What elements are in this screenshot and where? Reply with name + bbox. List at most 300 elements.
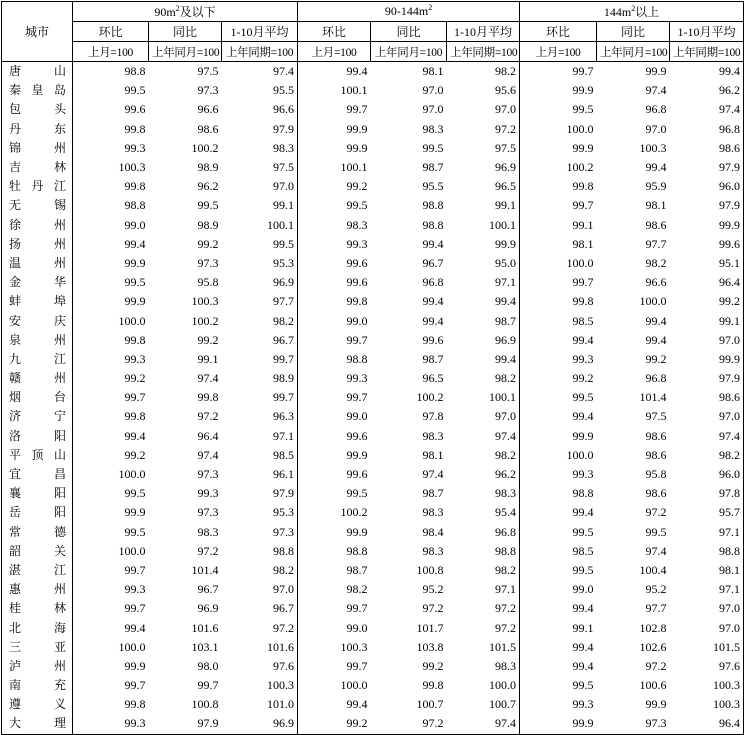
- value-cell: 99.8: [197, 390, 219, 405]
- value-cell: 97.5: [197, 64, 219, 79]
- value-cell: 99.9: [298, 120, 371, 139]
- value-cell: 99.8: [520, 177, 597, 196]
- value-cell: 100.3: [670, 676, 744, 695]
- value-cell: 99.4: [73, 235, 149, 254]
- value-cell: 99.3: [73, 350, 149, 369]
- value-cell: 99.4: [298, 695, 371, 714]
- superscript-exponent: 2: [631, 4, 636, 13]
- value-cell: 99.5: [298, 484, 371, 503]
- value-cell: 98.2: [495, 562, 517, 577]
- value-cell: 97.4: [670, 100, 744, 119]
- table-row: [2, 388, 744, 407]
- value-cell: 100.0: [73, 465, 149, 484]
- value-cell: 98.8: [298, 350, 371, 369]
- value-cell: 101.5: [489, 639, 517, 654]
- value-cell: 96.0: [670, 177, 744, 196]
- value-cell: 98.7: [422, 160, 444, 175]
- value-cell: 99.7: [520, 273, 597, 292]
- value-cell: 99.4: [520, 331, 597, 350]
- value-cell: 99.5: [645, 524, 667, 539]
- value-cell: 97.2: [197, 409, 219, 424]
- value-cell: 99.5: [273, 236, 295, 251]
- value-cell: 96.8: [422, 275, 444, 290]
- value-cell: 100.2: [520, 158, 597, 177]
- value-cell: 97.3: [197, 83, 219, 98]
- value-cell: 99.5: [298, 196, 371, 215]
- city-cell: 常德: [2, 523, 73, 542]
- value-cell: 99.8: [73, 695, 149, 714]
- value-cell: 97.4: [273, 64, 295, 79]
- value-cell: 96.9: [197, 601, 219, 616]
- value-cell: 98.2: [495, 447, 517, 462]
- city-cell: 秦皇岛: [2, 81, 73, 100]
- value-cell: 96.5: [422, 371, 444, 386]
- value-cell: 99.5: [422, 140, 444, 155]
- value-cell: 101.5: [670, 638, 744, 657]
- value-cell: 99.9: [298, 446, 371, 465]
- value-cell: 99.4: [73, 618, 149, 637]
- price-index-table: [1, 1, 744, 735]
- value-cell: 99.9: [645, 64, 667, 79]
- value-cell: 98.9: [197, 160, 219, 175]
- value-cell: 103.1: [191, 639, 219, 654]
- value-cell: 99.5: [73, 484, 149, 503]
- value-cell: 96.4: [670, 273, 744, 292]
- value-cell: 100.0: [73, 542, 149, 561]
- value-cell: 98.3: [495, 486, 517, 501]
- value-cell: 99.7: [73, 561, 149, 580]
- value-cell: 99.4: [670, 62, 744, 82]
- value-cell: 99.7: [298, 388, 371, 407]
- value-cell: 96.3: [273, 409, 295, 424]
- value-cell: 99.8: [73, 407, 149, 426]
- value-cell: 100.1: [489, 390, 517, 405]
- value-cell: 101.7: [416, 620, 444, 635]
- value-cell: 99.2: [298, 177, 371, 196]
- value-cell: 97.8: [422, 409, 444, 424]
- city-cell: 锦州: [2, 139, 73, 158]
- value-cell: 96.9: [273, 275, 295, 290]
- value-cell: 98.1: [520, 235, 597, 254]
- value-cell: 100.2: [416, 390, 444, 405]
- value-cell: 95.3: [273, 505, 295, 520]
- city-cell: 无锡: [2, 196, 73, 215]
- value-cell: 100.8: [191, 697, 219, 712]
- city-cell: 赣州: [2, 369, 73, 388]
- value-cell: 100.0: [298, 676, 371, 695]
- value-cell: 99.6: [298, 427, 371, 446]
- value-cell: 98.8: [298, 542, 371, 561]
- value-cell: 97.2: [645, 505, 667, 520]
- value-cell: 100.2: [191, 140, 219, 155]
- value-cell: 98.2: [645, 255, 667, 270]
- value-cell: 100.3: [191, 294, 219, 309]
- value-cell: 95.1: [670, 254, 744, 273]
- city-cell: 桂林: [2, 599, 73, 618]
- value-cell: 97.9: [670, 158, 744, 177]
- value-cell: 99.0: [298, 311, 371, 330]
- value-cell: 97.0: [670, 618, 744, 637]
- value-cell: 99.7: [298, 657, 371, 676]
- value-cell: 99.9: [520, 139, 597, 158]
- value-cell: 97.3: [273, 524, 295, 539]
- value-cell: 100.3: [639, 140, 667, 155]
- value-cell: 95.0: [495, 255, 517, 270]
- value-cell: 99.7: [520, 196, 597, 215]
- table-row: [2, 580, 744, 599]
- value-cell: 97.3: [197, 505, 219, 520]
- value-cell: 95.8: [645, 467, 667, 482]
- value-cell: 97.5: [273, 160, 295, 175]
- value-cell: 97.5: [495, 140, 517, 155]
- table-row: [2, 292, 744, 311]
- value-cell: 98.1: [422, 447, 444, 462]
- group-header-text: 90m: [154, 5, 176, 19]
- value-cell: 99.7: [73, 676, 149, 695]
- value-cell: 99.2: [422, 658, 444, 673]
- table-row: [2, 139, 744, 158]
- value-cell: 102.8: [639, 620, 667, 635]
- city-cell: 泸州: [2, 657, 73, 676]
- value-cell: 100.0: [639, 294, 667, 309]
- city-cell: 惠州: [2, 580, 73, 599]
- group-header-90-and-below: [73, 2, 298, 22]
- table-row: [2, 273, 744, 292]
- value-cell: 100.3: [267, 678, 295, 693]
- value-cell: 99.3: [298, 235, 371, 254]
- table-row: [2, 465, 744, 484]
- value-cell: 97.8: [670, 484, 744, 503]
- value-cell: 97.4: [645, 83, 667, 98]
- value-cell: 98.6: [670, 139, 744, 158]
- value-cell: 97.2: [422, 601, 444, 616]
- table-row: [2, 254, 744, 273]
- value-cell: 100.0: [520, 120, 597, 139]
- value-cell: 97.9: [670, 369, 744, 388]
- value-cell: 95.2: [422, 582, 444, 597]
- value-cell: 98.6: [197, 121, 219, 136]
- value-cell: 99.2: [73, 369, 149, 388]
- value-cell: 98.7: [495, 313, 517, 328]
- value-cell: 100.1: [267, 217, 295, 232]
- value-cell: 99.6: [298, 254, 371, 273]
- value-cell: 97.3: [197, 255, 219, 270]
- city-cell: 北海: [2, 618, 73, 637]
- value-cell: 99.3: [197, 486, 219, 501]
- value-cell: 98.2: [670, 446, 744, 465]
- superscript-exponent: 2: [175, 4, 180, 13]
- value-cell: 96.9: [495, 160, 517, 175]
- value-cell: 99.8: [73, 331, 149, 350]
- value-cell: 97.2: [197, 543, 219, 558]
- value-cell: 99.4: [645, 160, 667, 175]
- value-cell: 98.8: [422, 198, 444, 213]
- table-row: [2, 235, 744, 254]
- value-cell: 97.1: [670, 523, 744, 542]
- value-cell: 99.2: [520, 369, 597, 388]
- city-cell: 包头: [2, 100, 73, 119]
- value-cell: 99.0: [298, 618, 371, 637]
- value-cell: 99.9: [298, 139, 371, 158]
- city-cell: 唐山: [2, 62, 73, 82]
- value-cell: 97.3: [597, 714, 670, 734]
- value-cell: 97.4: [197, 447, 219, 462]
- value-cell: 98.8: [495, 543, 517, 558]
- value-cell: 99.6: [298, 465, 371, 484]
- table-row: [2, 676, 744, 695]
- group-header-text: 144m: [603, 5, 632, 19]
- base-label-ytd-average: 上年同期=100: [447, 42, 520, 62]
- value-cell: 97.7: [645, 236, 667, 251]
- value-cell: 98.2: [495, 371, 517, 386]
- value-cell: 99.2: [73, 446, 149, 465]
- value-cell: 101.4: [639, 390, 667, 405]
- value-cell: 96.6: [645, 275, 667, 290]
- group-header-90-144: [298, 2, 520, 22]
- value-cell: 97.1: [273, 428, 295, 443]
- value-cell: 100.1: [298, 81, 371, 100]
- value-cell: 97.4: [197, 371, 219, 386]
- value-cell: 97.6: [670, 657, 744, 676]
- value-cell: 99.9: [298, 523, 371, 542]
- value-cell: 98.0: [197, 658, 219, 673]
- value-cell: 99.6: [298, 273, 371, 292]
- value-cell: 99.5: [197, 198, 219, 213]
- value-cell: 100.0: [73, 638, 149, 657]
- value-cell: 100.0: [489, 678, 517, 693]
- value-cell: 96.7: [422, 255, 444, 270]
- value-cell: 97.1: [670, 580, 744, 599]
- value-cell: 99.5: [73, 523, 149, 542]
- value-cell: 97.1: [495, 275, 517, 290]
- value-cell: 99.2: [197, 332, 219, 347]
- table-row: [2, 484, 744, 503]
- value-cell: 96.2: [495, 467, 517, 482]
- value-cell: 99.9: [73, 292, 149, 311]
- value-cell: 95.8: [197, 275, 219, 290]
- city-column-header: 城市: [2, 2, 73, 62]
- value-cell: 98.2: [495, 64, 517, 79]
- value-cell: 97.0: [422, 102, 444, 117]
- value-cell: 98.8: [273, 543, 295, 558]
- value-cell: 98.6: [645, 217, 667, 232]
- value-cell: 97.0: [670, 599, 744, 618]
- value-cell: 99.5: [520, 523, 597, 542]
- value-cell: 96.8: [645, 102, 667, 117]
- table-row: [2, 100, 744, 119]
- value-cell: 98.3: [422, 428, 444, 443]
- value-cell: 96.7: [273, 601, 295, 616]
- value-cell: 99.4: [422, 294, 444, 309]
- value-cell: 99.5: [520, 561, 597, 580]
- value-cell: 97.6: [273, 658, 295, 673]
- value-cell: 99.1: [197, 351, 219, 366]
- city-cell: 宜昌: [2, 465, 73, 484]
- table-row: [2, 120, 744, 139]
- group-header-suffix: 及以下: [179, 5, 216, 19]
- value-cell: 99.7: [273, 390, 295, 405]
- table-header: [2, 2, 744, 62]
- city-cell: 平顶山: [2, 446, 73, 465]
- value-cell: 97.2: [495, 601, 517, 616]
- subheader-month-on-month: 环比: [73, 22, 149, 42]
- value-cell: 99.1: [495, 198, 517, 213]
- value-cell: 99.8: [73, 177, 149, 196]
- value-cell: 99.1: [520, 216, 597, 235]
- city-cell: 扬州: [2, 235, 73, 254]
- value-cell: 99.8: [298, 292, 371, 311]
- value-cell: 98.1: [645, 198, 667, 213]
- value-cell: 99.4: [520, 657, 597, 676]
- value-cell: 97.4: [670, 427, 744, 446]
- value-cell: 99.9: [670, 216, 744, 235]
- value-cell: 97.7: [645, 601, 667, 616]
- value-cell: 99.7: [73, 388, 149, 407]
- value-cell: 99.3: [520, 350, 597, 369]
- table-row: [2, 158, 744, 177]
- value-cell: 99.9: [73, 657, 149, 676]
- value-cell: 99.2: [197, 236, 219, 251]
- value-cell: 103.8: [416, 639, 444, 654]
- value-cell: 99.1: [273, 198, 295, 213]
- value-cell: 99.7: [73, 599, 149, 618]
- value-cell: 98.3: [422, 121, 444, 136]
- city-cell: 洛阳: [2, 427, 73, 446]
- value-cell: 97.4: [447, 714, 520, 734]
- value-cell: 97.0: [670, 331, 744, 350]
- base-label-ytd-average: 上年同期=100: [222, 42, 298, 62]
- superscript-exponent: 2: [428, 3, 433, 12]
- value-cell: 95.3: [273, 255, 295, 270]
- value-cell: 99.9: [73, 254, 149, 273]
- value-cell: 100.7: [489, 697, 517, 712]
- value-cell: 99.7: [298, 331, 371, 350]
- table-row: [2, 62, 744, 82]
- city-cell: 济宁: [2, 407, 73, 426]
- value-cell: 99.4: [645, 313, 667, 328]
- city-cell: 徐州: [2, 216, 73, 235]
- table-row: [2, 695, 744, 714]
- base-label-month-on-month: 上月=100: [520, 42, 597, 62]
- value-cell: 101.0: [267, 697, 295, 712]
- value-cell: 96.7: [273, 332, 295, 347]
- value-cell: 99.2: [298, 714, 371, 734]
- value-cell: 96.9: [222, 714, 298, 734]
- value-cell: 97.9: [273, 486, 295, 501]
- table-row: [2, 503, 744, 522]
- city-cell: 烟台: [2, 388, 73, 407]
- value-cell: 97.0: [495, 409, 517, 424]
- value-cell: 97.2: [495, 620, 517, 635]
- value-cell: 99.0: [520, 580, 597, 599]
- table-row: [2, 350, 744, 369]
- value-cell: 98.6: [645, 486, 667, 501]
- city-cell: 蚌埠: [2, 292, 73, 311]
- value-cell: 98.3: [495, 658, 517, 673]
- value-cell: 97.0: [273, 179, 295, 194]
- value-cell: 99.5: [73, 81, 149, 100]
- value-cell: 98.3: [298, 216, 371, 235]
- base-label-month-on-month: 上月=100: [73, 42, 149, 62]
- value-cell: 102.6: [639, 639, 667, 654]
- value-cell: 99.6: [670, 235, 744, 254]
- city-cell: 遵义: [2, 695, 73, 714]
- subheader-year-on-year: 同比: [371, 22, 447, 42]
- value-cell: 99.8: [520, 292, 597, 311]
- city-cell: 湛江: [2, 561, 73, 580]
- table-row: [2, 523, 744, 542]
- value-cell: 95.9: [645, 179, 667, 194]
- value-cell: 98.2: [273, 313, 295, 328]
- value-cell: 99.7: [520, 62, 597, 82]
- table-row: [2, 196, 744, 215]
- value-cell: 99.1: [520, 618, 597, 637]
- value-cell: 97.0: [422, 83, 444, 98]
- value-cell: 100.4: [639, 562, 667, 577]
- value-cell: 99.5: [520, 676, 597, 695]
- value-cell: 97.4: [495, 428, 517, 443]
- subheader-year-on-year: 同比: [597, 22, 670, 42]
- value-cell: 98.8: [670, 542, 744, 561]
- city-cell: 三亚: [2, 638, 73, 657]
- value-cell: 99.6: [422, 332, 444, 347]
- table-row: [2, 311, 744, 330]
- table-row: [2, 407, 744, 426]
- value-cell: 100.3: [298, 638, 371, 657]
- value-cell: 98.5: [520, 311, 597, 330]
- value-cell: 99.4: [73, 427, 149, 446]
- value-cell: 100.2: [191, 313, 219, 328]
- city-cell: 韶关: [2, 542, 73, 561]
- value-cell: 99.9: [495, 236, 517, 251]
- value-cell: 98.8: [73, 196, 149, 215]
- table-row: [2, 446, 744, 465]
- value-cell: 99.4: [520, 407, 597, 426]
- value-cell: 98.7: [298, 561, 371, 580]
- value-cell: 100.1: [489, 217, 517, 232]
- table-body: [2, 62, 744, 735]
- value-cell: 101.4: [191, 562, 219, 577]
- value-cell: 99.4: [495, 351, 517, 366]
- value-cell: 96.5: [495, 179, 517, 194]
- value-cell: 99.9: [645, 697, 667, 712]
- value-cell: 98.1: [670, 561, 744, 580]
- value-cell: 97.7: [273, 294, 295, 309]
- value-cell: 98.5: [273, 447, 295, 462]
- value-cell: 97.3: [197, 467, 219, 482]
- value-cell: 99.4: [645, 332, 667, 347]
- value-cell: 99.8: [73, 120, 149, 139]
- value-cell: 96.2: [670, 81, 744, 100]
- value-cell: 96.6: [197, 102, 219, 117]
- value-cell: 99.3: [298, 369, 371, 388]
- value-cell: 98.3: [422, 505, 444, 520]
- value-cell: 100.0: [73, 311, 149, 330]
- subheader-month-on-month: 环比: [298, 22, 371, 42]
- city-cell: 牡丹江: [2, 177, 73, 196]
- base-label-year-on-year: 上年同月=100: [149, 42, 222, 62]
- value-cell: 96.6: [273, 102, 295, 117]
- city-cell: 岳阳: [2, 503, 73, 522]
- value-cell: 99.2: [670, 292, 744, 311]
- value-cell: 97.2: [645, 658, 667, 673]
- value-cell: 98.7: [422, 351, 444, 366]
- value-cell: 98.9: [273, 371, 295, 386]
- value-cell: 99.0: [298, 407, 371, 426]
- value-cell: 99.0: [73, 216, 149, 235]
- base-label-ytd-average: 上年同期=100: [670, 42, 744, 62]
- value-cell: 99.1: [670, 311, 744, 330]
